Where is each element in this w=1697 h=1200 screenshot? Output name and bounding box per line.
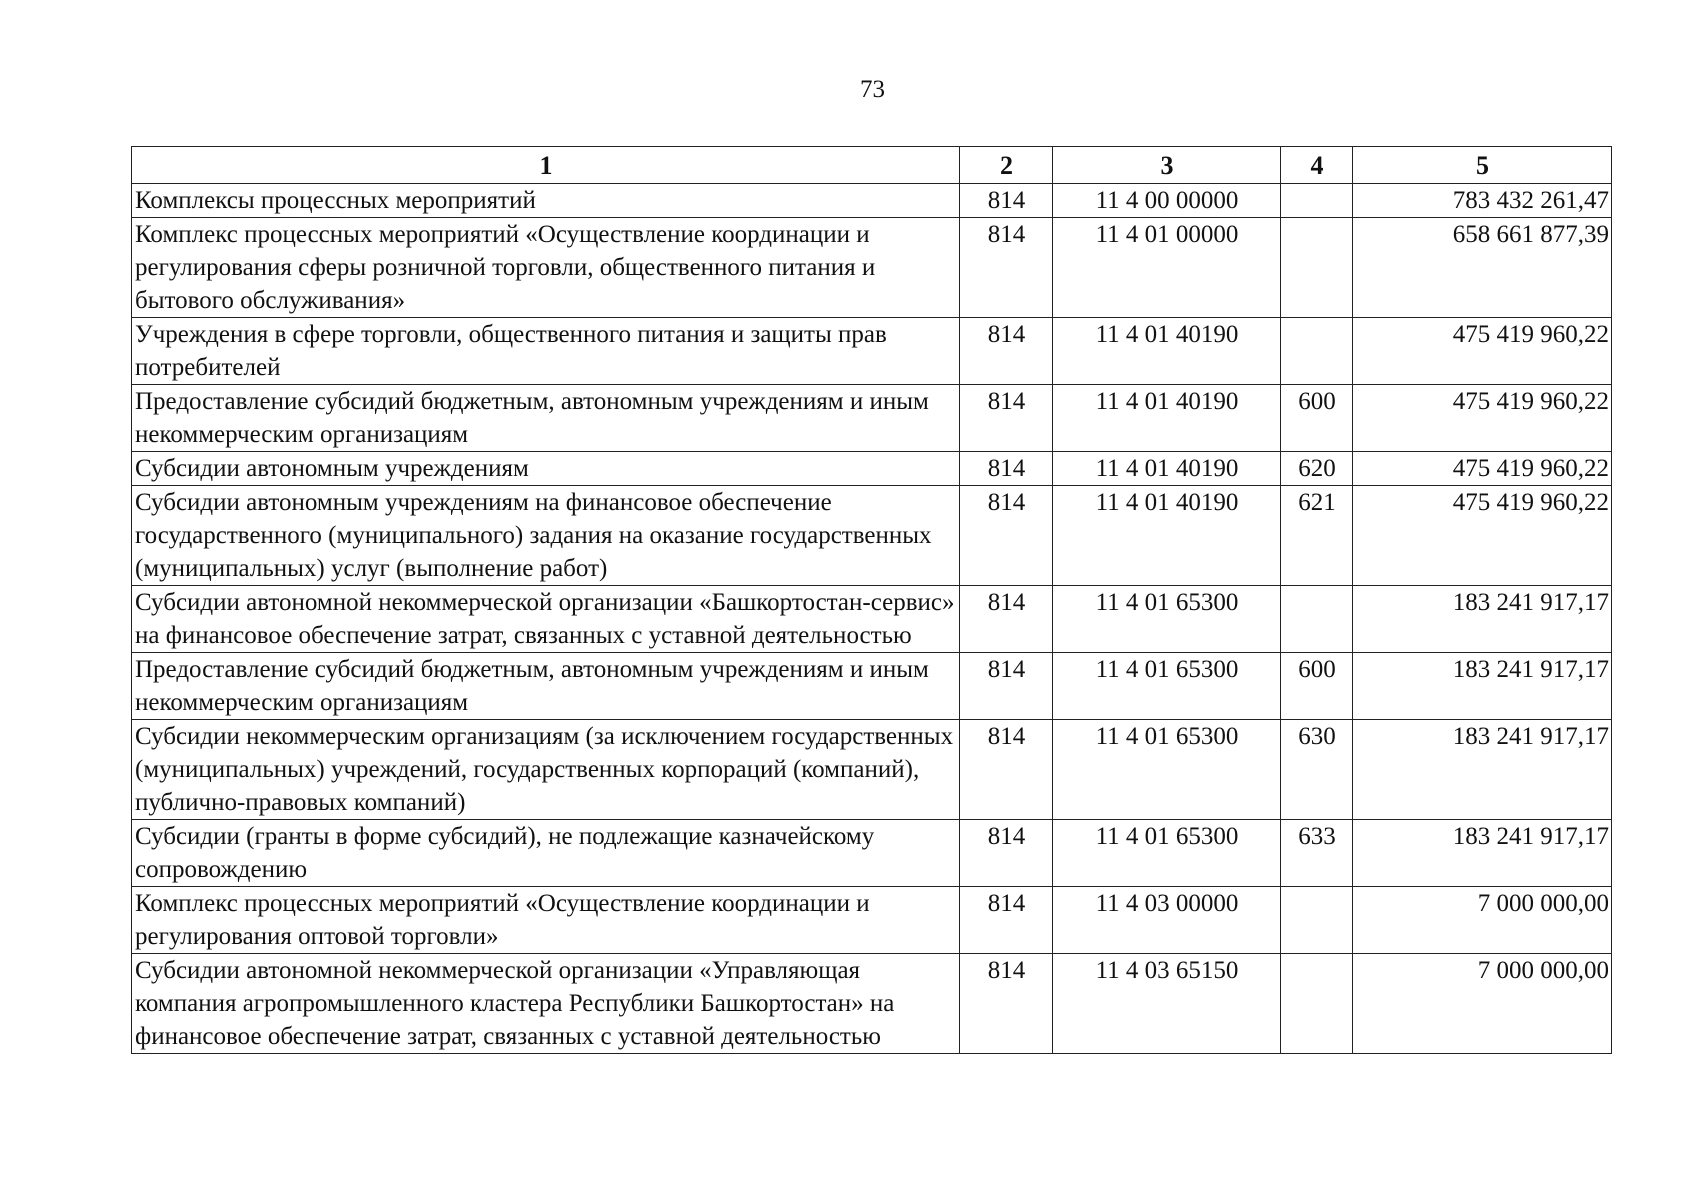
row-expense-type-cell: 630 xyxy=(1281,720,1353,820)
row-amount-cell: 7 000 000,00 xyxy=(1353,954,1612,1054)
row-target-article-cell: 11 4 01 65300 xyxy=(1053,720,1281,820)
row-name-cell: Предоставление субсидий бюджетным, автономным учреждениям и иным некоммерческим организациям xyxy=(132,385,960,452)
row-name-cell: Учреждения в сфере торговли, общественного питания и защиты прав потребителей xyxy=(132,318,960,385)
row-amount-cell: 475 419 960,22 xyxy=(1353,385,1612,452)
table-row xyxy=(132,385,1612,452)
row-target-article-cell: 11 4 01 40190 xyxy=(1053,385,1281,452)
table-row xyxy=(132,218,1612,318)
table-row xyxy=(132,586,1612,653)
table-row xyxy=(132,954,1612,1054)
row-amount-cell: 7 000 000,00 xyxy=(1353,887,1612,954)
row-ved-code-cell: 814 xyxy=(960,452,1053,486)
row-ved-code-cell: 814 xyxy=(960,820,1053,887)
row-amount-cell: 475 419 960,22 xyxy=(1353,452,1612,486)
table-row xyxy=(132,887,1612,954)
row-target-article-cell: 11 4 03 65150 xyxy=(1053,954,1281,1054)
table-header-row xyxy=(132,147,1612,184)
table-row xyxy=(132,653,1612,720)
row-expense-type-cell: 633 xyxy=(1281,820,1353,887)
row-ved-code-cell: 814 xyxy=(960,318,1053,385)
row-ved-code-cell: 814 xyxy=(960,385,1053,452)
row-name-cell: Комплексы процессных мероприятий xyxy=(132,184,960,218)
row-expense-type-cell: 600 xyxy=(1281,385,1353,452)
row-ved-code-cell: 814 xyxy=(960,653,1053,720)
row-target-article-cell: 11 4 01 65300 xyxy=(1053,586,1281,653)
row-expense-type-cell xyxy=(1281,586,1353,653)
row-name-cell: Субсидии автономным учреждениям на финансовое обеспечение государственного (муниципального) задания на оказание государственных (муниципальных) услуг (выполнение работ) xyxy=(132,486,960,586)
row-name-cell: Субсидии автономной некоммерческой организации «Башкортостан-сервис» на финансовое обеспечение затрат, связанных с уставной деятельностью xyxy=(132,586,960,653)
table-row xyxy=(132,720,1612,820)
row-expense-type-cell: 621 xyxy=(1281,486,1353,586)
row-expense-type-cell xyxy=(1281,218,1353,318)
row-ved-code-cell: 814 xyxy=(960,887,1053,954)
row-name-cell: Субсидии автономной некоммерческой организации «Управляющая компания агропромышленного кластера Республики Башкортостан» на финансовое обеспечение затрат, связанных с уставной деятельностью xyxy=(132,954,960,1054)
row-target-article-cell: 11 4 01 40190 xyxy=(1053,318,1281,385)
row-amount-cell: 658 661 877,39 xyxy=(1353,218,1612,318)
row-amount-cell: 475 419 960,22 xyxy=(1353,318,1612,385)
row-amount-cell: 475 419 960,22 xyxy=(1353,486,1612,586)
row-amount-cell: 183 241 917,17 xyxy=(1353,820,1612,887)
table-row xyxy=(132,318,1612,385)
table-row xyxy=(132,486,1612,586)
table-row xyxy=(132,184,1612,218)
row-ved-code-cell: 814 xyxy=(960,720,1053,820)
row-expense-type-cell: 620 xyxy=(1281,452,1353,486)
row-name-cell: Комплекс процессных мероприятий «Осуществление координации и регулирования сферы розничной торговли, общественного питания и бытового обслуживания» xyxy=(132,218,960,318)
row-amount-cell: 183 241 917,17 xyxy=(1353,586,1612,653)
row-expense-type-cell xyxy=(1281,887,1353,954)
row-target-article-cell: 11 4 01 40190 xyxy=(1053,452,1281,486)
row-expense-type-cell xyxy=(1281,184,1353,218)
row-target-article-cell: 11 4 01 00000 xyxy=(1053,218,1281,318)
row-ved-code-cell: 814 xyxy=(960,954,1053,1054)
table-row xyxy=(132,452,1612,486)
row-name-cell: Субсидии автономным учреждениям xyxy=(132,452,960,486)
budget-table xyxy=(131,146,1612,1054)
column-header-2: 2 xyxy=(960,147,1053,184)
row-ved-code-cell: 814 xyxy=(960,184,1053,218)
table-body xyxy=(132,184,1612,1054)
row-expense-type-cell: 600 xyxy=(1281,653,1353,720)
row-target-article-cell: 11 4 01 40190 xyxy=(1053,486,1281,586)
row-ved-code-cell: 814 xyxy=(960,218,1053,318)
row-name-cell: Комплекс процессных мероприятий «Осуществление координации и регулирования оптовой торговли» xyxy=(132,887,960,954)
row-name-cell: Субсидии (гранты в форме субсидий), не подлежащие казначейскому сопровождению xyxy=(132,820,960,887)
row-expense-type-cell xyxy=(1281,954,1353,1054)
row-ved-code-cell: 814 xyxy=(960,586,1053,653)
row-target-article-cell: 11 4 00 00000 xyxy=(1053,184,1281,218)
row-expense-type-cell xyxy=(1281,318,1353,385)
row-ved-code-cell: 814 xyxy=(960,486,1053,586)
column-header-3: 3 xyxy=(1053,147,1281,184)
row-name-cell: Субсидии некоммерческим организациям (за исключением государственных (муниципальных) учреждений, государственных корпораций (компаний), публично-правовых компаний) xyxy=(132,720,960,820)
row-amount-cell: 183 241 917,17 xyxy=(1353,653,1612,720)
column-header-5: 5 xyxy=(1353,147,1612,184)
row-target-article-cell: 11 4 01 65300 xyxy=(1053,653,1281,720)
table-row xyxy=(132,820,1612,887)
row-name-cell: Предоставление субсидий бюджетным, автономным учреждениям и иным некоммерческим организациям xyxy=(132,653,960,720)
row-amount-cell: 183 241 917,17 xyxy=(1353,720,1612,820)
row-target-article-cell: 11 4 01 65300 xyxy=(1053,820,1281,887)
column-header-1: 1 xyxy=(132,147,960,184)
page-number: 73 xyxy=(860,76,885,103)
row-amount-cell: 783 432 261,47 xyxy=(1353,184,1612,218)
column-header-4: 4 xyxy=(1281,147,1353,184)
row-target-article-cell: 11 4 03 00000 xyxy=(1053,887,1281,954)
